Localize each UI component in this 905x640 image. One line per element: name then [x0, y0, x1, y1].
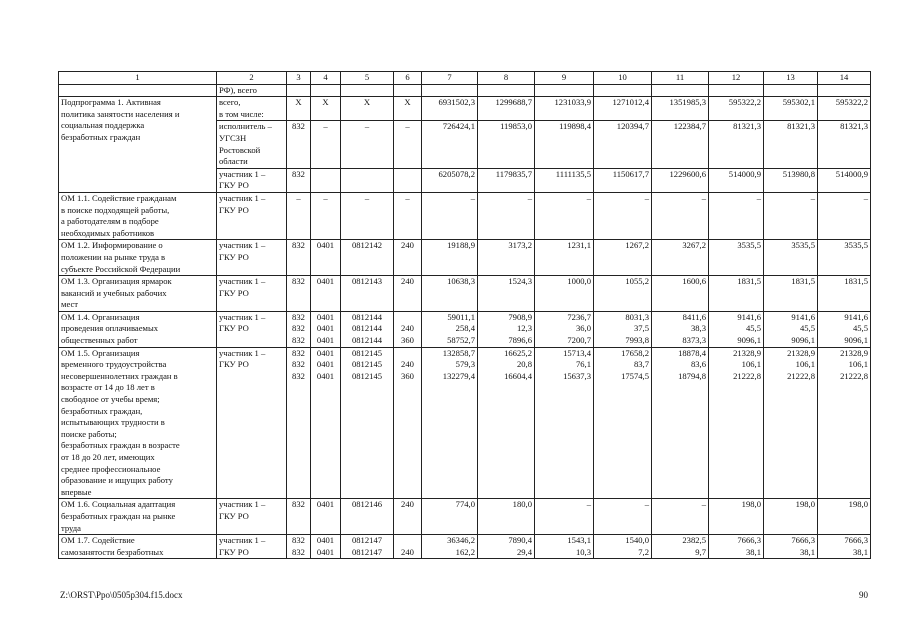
table-cell: 1299688,7	[478, 97, 535, 121]
table-cell: 1540,0 7,2	[594, 535, 652, 559]
table-row	[59, 276, 871, 312]
table-cell: 21328,9 106,1 21222,8	[709, 347, 764, 499]
table-cell: 21328,9 106,1 21222,8	[764, 347, 818, 499]
table-cell: 119898,4	[535, 121, 594, 168]
participant-cell: всего, в том числе:	[217, 97, 287, 121]
column-number-2: 2	[217, 72, 287, 85]
table-cell: 0812146	[341, 499, 394, 535]
table-cell: 7666,3 38,1	[709, 535, 764, 559]
column-number-9: 9	[535, 72, 594, 85]
table-cell: 514000,9	[818, 168, 871, 192]
table-cell: –	[594, 192, 652, 239]
table-cell: 832 832 832	[287, 347, 311, 499]
table-cell: 832	[287, 121, 311, 168]
table-cell: 18878,4 83,6 18794,8	[652, 347, 709, 499]
table-cell: 240	[394, 535, 422, 559]
table-cell: 59011,1 258,4 58752,7	[422, 311, 478, 347]
row-title-cell: ОМ 1.5. Организация временного трудоустройства несовершеннолетних граждан в возрасте от 14 до 18 лет в свободное от учебы время; безработных граждан, испытывающих трудности в поиске работы; безработных граждан в возрасте от 18 до 20 лет, имеющих среднее профессиональное образование и ищущих работу впервые	[59, 347, 217, 499]
table-cell	[478, 84, 535, 97]
table-cell: 0401	[311, 499, 341, 535]
table-cell: X	[394, 97, 422, 121]
table-cell	[594, 84, 652, 97]
table-cell: 0812142	[341, 240, 394, 276]
table-cell: 832	[287, 499, 311, 535]
table-cell	[394, 168, 422, 192]
table-cell: 0401 0401	[311, 535, 341, 559]
page-number: 90	[859, 590, 868, 600]
column-number-11: 11	[652, 72, 709, 85]
table-cell: 7236,7 36,0 7200,7	[535, 311, 594, 347]
table-cell: 132858,7 579,3 132279,4	[422, 347, 478, 499]
table-cell: 9141,6 45,5 9096,1	[764, 311, 818, 347]
table-cell: 1055,2	[594, 276, 652, 312]
row-title-cell: Подпрограмма 1. Активная политика занятости населения и социальная поддержка безработных граждан	[59, 97, 217, 193]
table-cell: 1179835,7	[478, 168, 535, 192]
table-cell: 6205078,2	[422, 168, 478, 192]
table-cell: 7908,9 12,3 7896,6	[478, 311, 535, 347]
table-cell: 0812145 0812145 0812145	[341, 347, 394, 499]
column-number-6: 6	[394, 72, 422, 85]
participant-cell: участник 1 – ГКУ РО	[217, 192, 287, 239]
table-row	[59, 84, 871, 97]
table-cell: 1524,3	[478, 276, 535, 312]
participant-cell: РФ), всего	[217, 84, 287, 97]
table-cell: –	[652, 499, 709, 535]
participant-cell: участник 1 – ГКУ РО	[217, 347, 287, 499]
table-cell: –	[535, 499, 594, 535]
table-cell: 120394,7	[594, 121, 652, 168]
table-row	[59, 535, 871, 559]
table-cell: 15713,4 76,1 15637,3	[535, 347, 594, 499]
table-cell: 1267,2	[594, 240, 652, 276]
table-row	[59, 97, 871, 121]
table-row	[59, 192, 871, 239]
table-cell: 0812144 0812144 0812144	[341, 311, 394, 347]
table-cell: 0401 0401 0401	[311, 347, 341, 499]
participant-cell: участник 1 – ГКУ РО	[217, 499, 287, 535]
table-cell: 8031,3 37,5 7993,8	[594, 311, 652, 347]
table-cell: 3535,5	[818, 240, 871, 276]
table-cell: –	[341, 192, 394, 239]
table-cell: –	[709, 192, 764, 239]
table-cell: 16625,2 20,8 16604,4	[478, 347, 535, 499]
table-cell	[652, 84, 709, 97]
table-cell: –	[394, 192, 422, 239]
table-cell: 198,0	[709, 499, 764, 535]
table-cell	[311, 168, 341, 192]
table-cell: 1831,5	[818, 276, 871, 312]
table-cell: –	[422, 192, 478, 239]
table-cell: 81321,3	[709, 121, 764, 168]
table-cell: 3535,5	[709, 240, 764, 276]
table-cell	[341, 168, 394, 192]
table-row	[59, 499, 871, 535]
table-row	[59, 240, 871, 276]
table-cell: 198,0	[818, 499, 871, 535]
table-cell: X	[287, 97, 311, 121]
participant-cell: участник 1 – ГКУ РО	[217, 276, 287, 312]
table-row	[59, 347, 871, 499]
table-cell: 0401 0401 0401	[311, 311, 341, 347]
table-cell: 1831,5	[709, 276, 764, 312]
participant-cell: участник 1 – ГКУ РО	[217, 535, 287, 559]
table-cell: 8411,6 38,3 8373,3	[652, 311, 709, 347]
table-cell	[764, 84, 818, 97]
table-cell: 1231033,9	[535, 97, 594, 121]
table-cell: –	[311, 121, 341, 168]
table-cell: 180,0	[478, 499, 535, 535]
table-cell: –	[594, 499, 652, 535]
participant-cell: исполнитель – УГСЗН Ростовской области	[217, 121, 287, 168]
table-cell: 240	[394, 240, 422, 276]
column-number-7: 7	[422, 72, 478, 85]
table-cell: –	[478, 192, 535, 239]
table-cell: X	[341, 97, 394, 121]
table-cell: 514000,9	[709, 168, 764, 192]
table-cell: 1271012,4	[594, 97, 652, 121]
column-number-13: 13	[764, 72, 818, 85]
table-cell: 36346,2 162,2	[422, 535, 478, 559]
table-cell: 832 832 832	[287, 311, 311, 347]
table-cell: 240	[394, 276, 422, 312]
table-cell: 21328,9 106,1 21222,8	[818, 347, 871, 499]
table-cell: 0401	[311, 240, 341, 276]
table-cell: 1150617,7	[594, 168, 652, 192]
column-number-4: 4	[311, 72, 341, 85]
table-cell: 595322,2	[709, 97, 764, 121]
row-title-cell	[59, 84, 217, 97]
file-path: Z:\ORST\Ppo\0505p304.f15.docx	[60, 590, 183, 600]
table-cell: 0812143	[341, 276, 394, 312]
table-cell	[287, 84, 311, 97]
table-cell: 3173,2	[478, 240, 535, 276]
table-cell: 9141,6 45,5 9096,1	[709, 311, 764, 347]
table-cell: 774,0	[422, 499, 478, 535]
column-number-1: 1	[59, 72, 217, 85]
budget-table	[58, 71, 871, 559]
table-cell: 19188,9	[422, 240, 478, 276]
table-cell: 1831,5	[764, 276, 818, 312]
table-cell: –	[764, 192, 818, 239]
column-number-5: 5	[341, 72, 394, 85]
participant-cell: участник 1 – ГКУ РО	[217, 311, 287, 347]
table-cell: 1111135,5	[535, 168, 594, 192]
table-cell: 595302,1	[764, 97, 818, 121]
table-cell: 119853,0	[478, 121, 535, 168]
column-number-14: 14	[818, 72, 871, 85]
table-cell: –	[394, 121, 422, 168]
table-cell	[394, 84, 422, 97]
table-cell: X	[311, 97, 341, 121]
header-row	[59, 72, 871, 85]
row-title-cell: ОМ 1.3. Организация ярмарок вакансий и учебных рабочих мест	[59, 276, 217, 312]
table-cell: 832 832	[287, 535, 311, 559]
table-cell: 6931502,3	[422, 97, 478, 121]
table-cell: 3267,2	[652, 240, 709, 276]
row-title-cell: ОМ 1.1. Содействие гражданам в поиске подходящей работы, а работодателям в подборе необходимых работников	[59, 192, 217, 239]
table-cell: 832	[287, 276, 311, 312]
table-cell: 7666,3 38,1	[764, 535, 818, 559]
table-cell: –	[818, 192, 871, 239]
table-cell	[818, 84, 871, 97]
table-cell: 198,0	[764, 499, 818, 535]
table-cell: 240 360	[394, 311, 422, 347]
table-cell	[341, 84, 394, 97]
table-cell: 1000,0	[535, 276, 594, 312]
table-cell: 9141,6 45,5 9096,1	[818, 311, 871, 347]
table-cell: 7890,4 29,4	[478, 535, 535, 559]
column-number-10: 10	[594, 72, 652, 85]
table-cell: 595322,2	[818, 97, 871, 121]
table-cell: 1231,1	[535, 240, 594, 276]
table-cell: 81321,3	[818, 121, 871, 168]
table-cell	[535, 84, 594, 97]
table-cell: –	[535, 192, 594, 239]
table-cell: 832	[287, 168, 311, 192]
table-cell: 7666,3 38,1	[818, 535, 871, 559]
column-number-8: 8	[478, 72, 535, 85]
table-row	[59, 311, 871, 347]
table-cell	[709, 84, 764, 97]
table-cell: 726424,1	[422, 121, 478, 168]
table-cell: 1229600,6	[652, 168, 709, 192]
table-cell: –	[287, 192, 311, 239]
table-cell: 1351985,3	[652, 97, 709, 121]
table-cell: 1600,6	[652, 276, 709, 312]
row-title-cell: ОМ 1.4. Организация проведения оплачиваемых общественных работ	[59, 311, 217, 347]
table-cell: –	[341, 121, 394, 168]
table-cell: –	[311, 192, 341, 239]
table-cell: –	[652, 192, 709, 239]
table-cell: 0401	[311, 276, 341, 312]
table-cell: 81321,3	[764, 121, 818, 168]
table-cell: 513980,8	[764, 168, 818, 192]
table-cell: 240 360	[394, 347, 422, 499]
table-cell: 2382,5 9,7	[652, 535, 709, 559]
table-cell: 832	[287, 240, 311, 276]
table-cell: 3535,5	[764, 240, 818, 276]
column-number-12: 12	[709, 72, 764, 85]
table-cell: 1543,1 10,3	[535, 535, 594, 559]
participant-cell: участник 1 – ГКУ РО	[217, 240, 287, 276]
table-cell: 240	[394, 499, 422, 535]
row-title-cell: ОМ 1.7. Содействие самозанятости безработных	[59, 535, 217, 559]
row-title-cell: ОМ 1.6. Социальная адаптация безработных граждан на рынке труда	[59, 499, 217, 535]
table-cell	[422, 84, 478, 97]
table-cell: 122384,7	[652, 121, 709, 168]
column-number-3: 3	[287, 72, 311, 85]
table-cell: 17658,2 83,7 17574,5	[594, 347, 652, 499]
row-title-cell: ОМ 1.2. Информирование о положении на рынке труда в субъекте Российской Федерации	[59, 240, 217, 276]
table-cell: 10638,3	[422, 276, 478, 312]
participant-cell: участник 1 – ГКУ РО	[217, 168, 287, 192]
table-cell	[311, 84, 341, 97]
table-cell: 0812147 0812147	[341, 535, 394, 559]
